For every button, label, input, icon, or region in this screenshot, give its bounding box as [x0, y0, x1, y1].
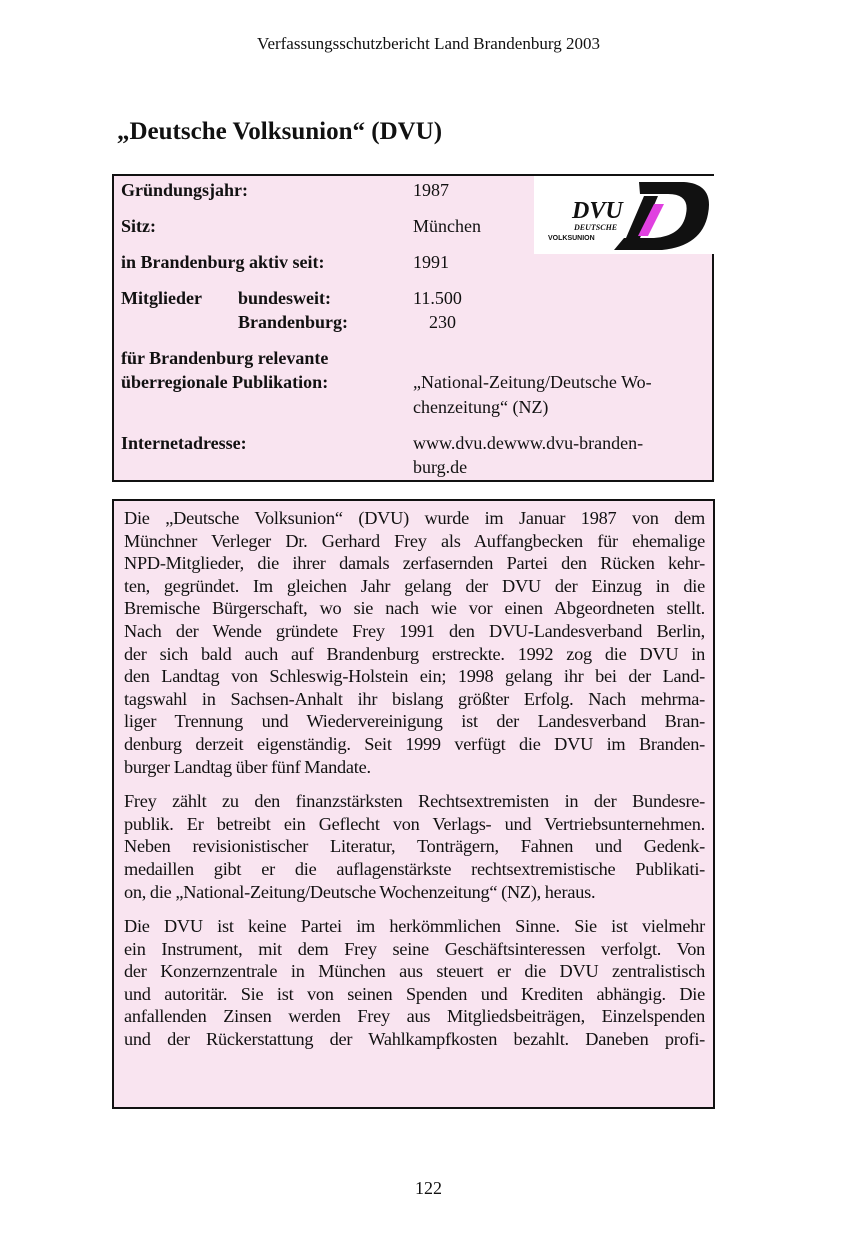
- text-line: Neben revisionistischer Literatur, Tonträgern, Fahnen und Gedenk-: [124, 836, 705, 857]
- fact-label: Gründungsjahr:: [121, 180, 249, 200]
- fact-value: München: [413, 216, 481, 236]
- paragraph-1: [124, 507, 705, 778]
- text-line: tagswahl in Sachsen-Anhalt ihr bislang größter Erfolg. Nach mehrma-: [124, 688, 705, 709]
- svg-text:DVU: DVU: [572, 198, 623, 224]
- svg-text:VOLKSUNION: VOLKSUNION: [548, 235, 595, 242]
- svg-text:DEUTSCHE: DEUTSCHE: [574, 223, 618, 232]
- text-line: medaillen gibt er die auflagenstärkste rechtsextremistische Publikati-: [124, 858, 705, 879]
- fact-label: Internetadresse:: [121, 433, 247, 453]
- fact-value-line2: burg.de: [413, 457, 468, 477]
- text-line: Die „Deutsche Volksunion“ (DVU) wurde im Januar 1987 von dem: [124, 508, 705, 528]
- fact-value-line1: www.dvu.dewww.dvu-branden-: [413, 433, 644, 453]
- fact-value: 230: [429, 312, 456, 332]
- text-line: der Konzernzentrale in München aus steuert er die DVU zentralistisch: [124, 961, 705, 982]
- fact-value: 1991: [413, 252, 449, 272]
- text-line: der sich bald auch auf Brandenburg erstreckte. 1992 zog die DVU in: [124, 643, 705, 664]
- section-title: „Deutsche Volksunion“ (DVU): [117, 118, 443, 145]
- fact-sublabel: bundesweit:: [238, 288, 332, 308]
- logo-area: [534, 174, 714, 254]
- fact-value: 11.500: [413, 288, 462, 308]
- dvu-logo-icon: [544, 178, 714, 252]
- text-line: Nach der Wende gründete Frey 1991 den DVU-Landesverband Berlin,: [124, 620, 705, 641]
- text-line: Frey zählt zu den finanzstärksten Rechtsextremisten in der Bundesre-: [124, 791, 705, 812]
- text-line: denburg derzeit eigenständig. Seit 1999 verfügt die DVU im Branden-: [124, 733, 705, 754]
- text-line: on, die „National-Zeitung/Deutsche Wochenzeitung“ (NZ), heraus.: [124, 881, 596, 902]
- text-line: burger Landtag über fünf Mandate.: [124, 756, 371, 777]
- text-line: ten, gegründet. Im gleichen Jahr gelang der DVU der Einzug in die: [124, 575, 705, 596]
- text-line: liger Trennung und Wiedervereinigung ist der Landesverband Bran-: [124, 711, 705, 732]
- fact-box: [112, 174, 714, 482]
- text-line: und autoritär. Sie ist von seinen Spenden und Krediten abhängig. Die: [124, 983, 705, 1004]
- fact-label-line1: für Brandenburg relevante: [121, 348, 329, 368]
- text-line: und der Rückerstattung der Wahlkampfkosten bezahlt. Daneben profi-: [124, 1029, 705, 1050]
- text-line: NPD-Mitglieder, die ihrer damals zerfasernden Partei den Rücken kehr-: [124, 553, 705, 574]
- fact-label: Sitz:: [121, 216, 156, 236]
- page-number: 122: [415, 1178, 442, 1198]
- fact-label: in Brandenburg aktiv seit:: [121, 252, 325, 272]
- text-line: Die DVU ist keine Partei im herkömmlichen Sinne. Sie ist vielmehr: [124, 916, 705, 937]
- paragraph-3: [124, 915, 705, 1051]
- fact-sublabel: Brandenburg:: [238, 312, 349, 332]
- text-line: anfallenden Zinsen werden Frey aus Mitgliedsbeiträgen, Einzelspenden: [124, 1006, 705, 1027]
- running-header: Verfassungsschutzbericht Land Brandenburg 2003: [257, 34, 600, 53]
- text-line: Münchner Verleger Dr. Gerhard Frey als Auffangbecken für ehemalige: [124, 530, 705, 551]
- paragraph-2: [124, 790, 705, 903]
- text-line: Bremische Bürgerschaft, wo sie nach wie vor einen Abgeordneten stellt.: [124, 598, 705, 619]
- fact-value-line1: „National-Zeitung/Deutsche Wo-: [413, 372, 652, 392]
- text-line: ein Instrument, mit dem Frey seine Geschäftsinteressen verfolgt. Von: [124, 938, 705, 959]
- fact-value: 1987: [413, 180, 449, 200]
- fact-label-line2: überregionale Publikation:: [121, 372, 329, 392]
- fact-value-line2: chenzeitung“ (NZ): [413, 397, 549, 417]
- text-line: publik. Er betreibt ein Geflecht von Verlags- und Vertriebsunternehmen.: [124, 813, 705, 834]
- fact-label: Mitglieder: [121, 288, 202, 308]
- text-line: den Landtag von Schleswig-Holstein ein; 1998 gelang ihr bei der Land-: [124, 666, 705, 687]
- body-text-box: [112, 499, 715, 1109]
